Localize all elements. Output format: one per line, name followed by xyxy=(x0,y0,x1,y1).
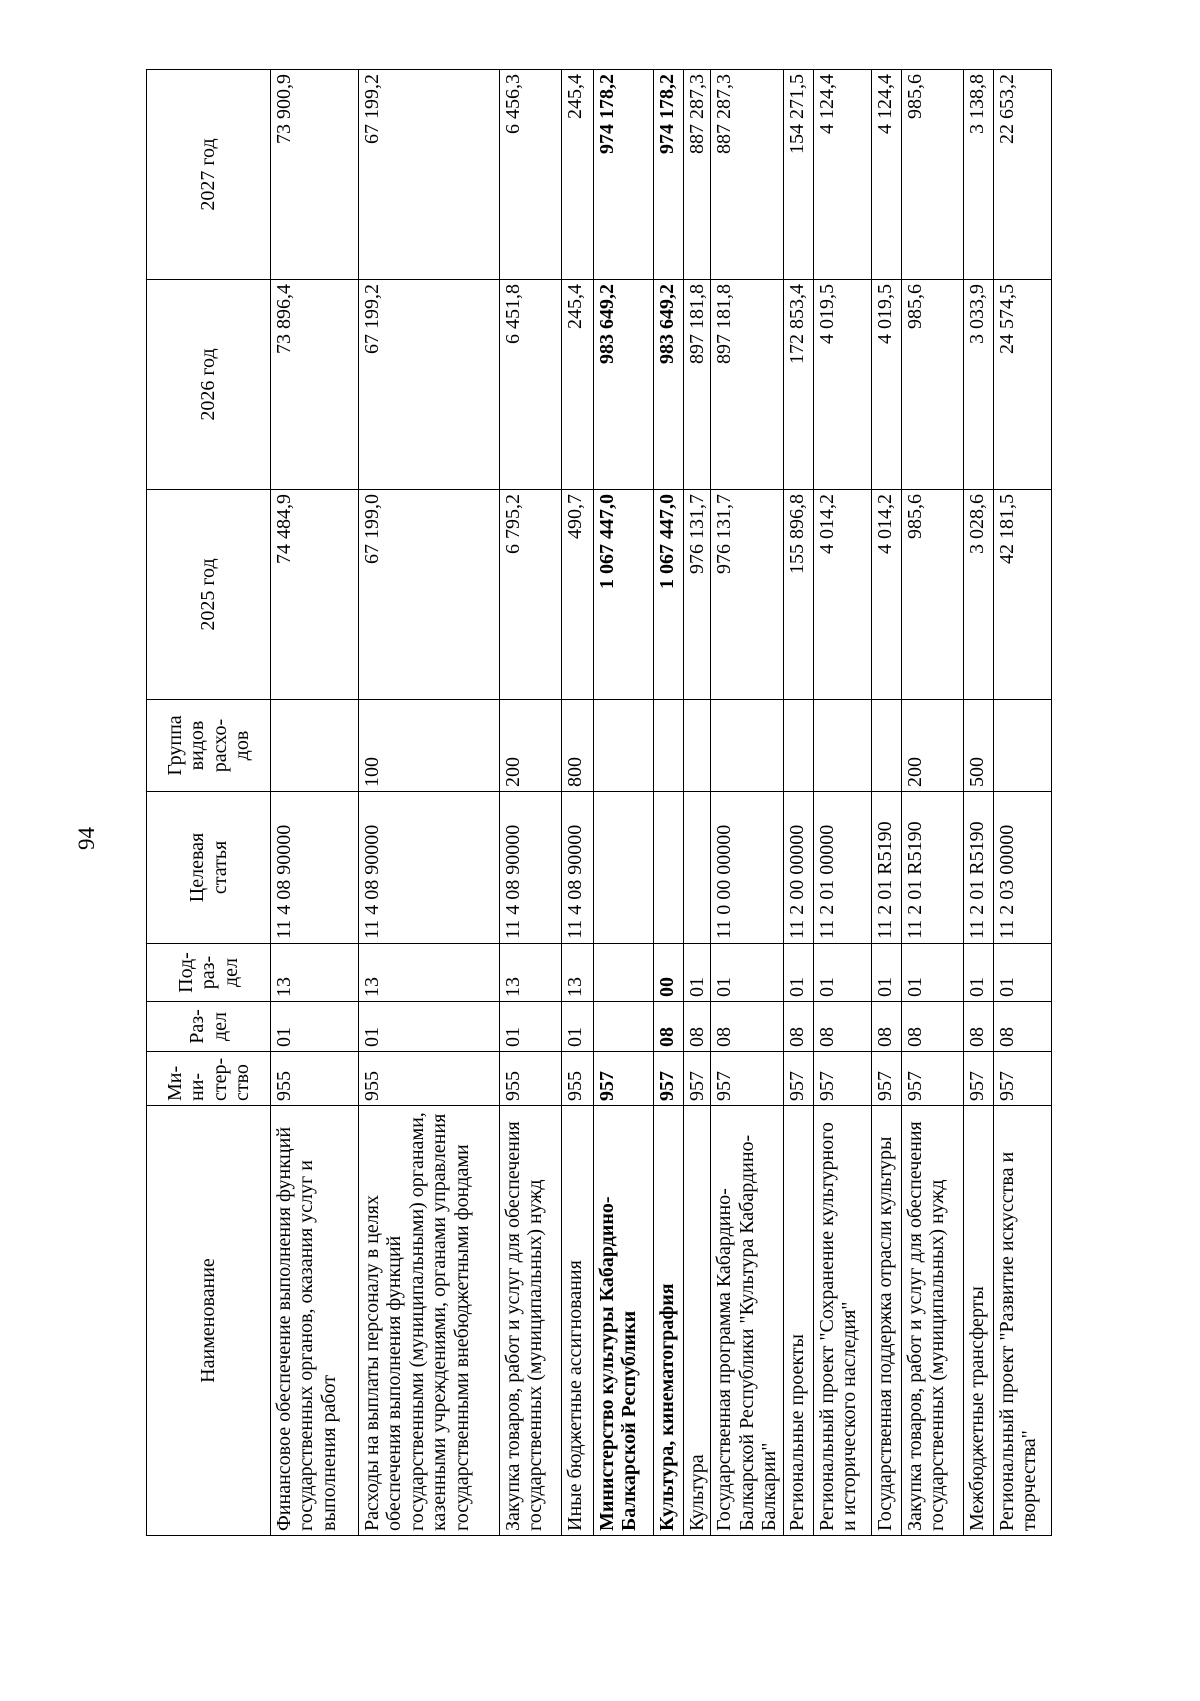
cell-2025: 1 067 447,0 xyxy=(654,490,684,700)
cell-2026: 73 896,4 xyxy=(271,280,359,490)
cell-2027: 6 456,3 xyxy=(500,70,562,280)
cell-subsection: 01 xyxy=(711,944,783,1002)
cell-2026: 4 019,5 xyxy=(871,280,901,490)
cell-ministry: 955 xyxy=(359,1052,500,1106)
cell-ministry: 957 xyxy=(684,1052,711,1106)
cell-name: Региональный проект "Сохранение культурного и исторического наследия" xyxy=(813,1106,871,1536)
table-row xyxy=(562,70,594,1536)
cell-2026: 983 649,2 xyxy=(654,280,684,490)
cell-group xyxy=(711,700,783,792)
cell-target: 11 4 08 90000 xyxy=(271,792,359,944)
cell-target xyxy=(684,792,711,944)
cell-subsection: 13 xyxy=(271,944,359,1002)
cell-2026: 245,4 xyxy=(562,280,594,490)
cell-section: 08 xyxy=(871,1002,901,1052)
cell-2025: 74 484,9 xyxy=(271,490,359,700)
table-row xyxy=(871,70,901,1536)
cell-target: 11 0 00 00000 xyxy=(711,792,783,944)
cell-target: 11 2 01 00000 xyxy=(813,792,871,944)
cell-group xyxy=(871,700,901,792)
cell-subsection: 01 xyxy=(684,944,711,1002)
cell-2025: 490,7 xyxy=(562,490,594,700)
cell-section: 08 xyxy=(813,1002,871,1052)
cell-2025: 1 067 447,0 xyxy=(594,490,654,700)
cell-name: Культура xyxy=(684,1106,711,1536)
cell-section: 01 xyxy=(271,1002,359,1052)
cell-name: Государственная поддержка отрасли культуры xyxy=(871,1106,901,1536)
cell-2027: 73 900,9 xyxy=(271,70,359,280)
cell-2026: 4 019,5 xyxy=(813,280,871,490)
cell-ministry: 955 xyxy=(500,1052,562,1106)
cell-subsection: 01 xyxy=(963,944,993,1002)
cell-group xyxy=(783,700,813,792)
cell-2027: 974 178,2 xyxy=(594,70,654,280)
table-row xyxy=(271,70,359,1536)
cell-target: 11 2 03 00000 xyxy=(993,792,1051,944)
cell-target: 11 4 08 90000 xyxy=(562,792,594,944)
cell-2027: 974 178,2 xyxy=(654,70,684,280)
cell-group xyxy=(813,700,871,792)
cell-2025: 985,6 xyxy=(901,490,963,700)
cell-2027: 245,4 xyxy=(562,70,594,280)
cell-ministry: 957 xyxy=(993,1052,1051,1106)
cell-ministry: 957 xyxy=(711,1052,783,1106)
cell-group: 500 xyxy=(963,700,993,792)
cell-name: Региональный проект "Развитие искусства и творчества" xyxy=(993,1106,1051,1536)
cell-target xyxy=(594,792,654,944)
cell-name: Межбюджетные трансферты xyxy=(963,1106,993,1536)
header-subsection: Под- раз- дел xyxy=(147,944,271,1002)
cell-2026: 172 853,4 xyxy=(783,280,813,490)
table-row xyxy=(359,70,500,1536)
cell-ministry: 957 xyxy=(594,1052,654,1106)
cell-2026: 6 451,8 xyxy=(500,280,562,490)
cell-section: 08 xyxy=(783,1002,813,1052)
cell-2025: 4 014,2 xyxy=(813,490,871,700)
cell-2026: 985,6 xyxy=(901,280,963,490)
cell-subsection: 01 xyxy=(783,944,813,1002)
header-expense-group: Группа видов расхо- дов xyxy=(147,700,271,792)
table-row xyxy=(684,70,711,1536)
cell-group: 200 xyxy=(901,700,963,792)
cell-subsection: 01 xyxy=(901,944,963,1002)
cell-subsection: 13 xyxy=(359,944,500,1002)
cell-2025: 4 014,2 xyxy=(871,490,901,700)
cell-section: 01 xyxy=(500,1002,562,1052)
cell-section: 08 xyxy=(684,1002,711,1052)
cell-2025: 155 896,8 xyxy=(783,490,813,700)
cell-target: 11 2 01 R5190 xyxy=(963,792,993,944)
cell-2025: 3 028,6 xyxy=(963,490,993,700)
cell-group: 200 xyxy=(500,700,562,792)
table-row xyxy=(813,70,871,1536)
cell-group xyxy=(684,700,711,792)
rotated-table-container xyxy=(146,70,1060,1536)
header-target: Целевая статья xyxy=(147,792,271,944)
cell-section: 01 xyxy=(359,1002,500,1052)
cell-ministry: 957 xyxy=(901,1052,963,1106)
cell-2027: 154 271,5 xyxy=(783,70,813,280)
cell-group xyxy=(654,700,684,792)
cell-target: 11 4 08 90000 xyxy=(359,792,500,944)
cell-target: 11 4 08 90000 xyxy=(500,792,562,944)
cell-target: 11 2 00 00000 xyxy=(783,792,813,944)
header-2026: 2026 год xyxy=(147,280,271,490)
header-ministry: Ми- ни- стер- ство xyxy=(147,1052,271,1106)
cell-2026: 983 649,2 xyxy=(594,280,654,490)
header-row xyxy=(147,70,271,1536)
cell-section xyxy=(594,1002,654,1052)
cell-section: 08 xyxy=(711,1002,783,1052)
cell-2026: 24 574,5 xyxy=(993,280,1051,490)
cell-2027: 887 287,3 xyxy=(711,70,783,280)
cell-2027: 4 124,4 xyxy=(813,70,871,280)
cell-subsection: 01 xyxy=(871,944,901,1002)
cell-subsection: 13 xyxy=(500,944,562,1002)
cell-name: Закупка товаров, работ и услуг для обеспечения государственных (муниципальных) нужд xyxy=(500,1106,562,1536)
cell-name: Иные бюджетные ассигнования xyxy=(562,1106,594,1536)
table-row xyxy=(993,70,1051,1536)
cell-2026: 897 181,8 xyxy=(684,280,711,490)
table-row xyxy=(654,70,684,1536)
cell-2027: 3 138,8 xyxy=(963,70,993,280)
cell-group: 800 xyxy=(562,700,594,792)
cell-subsection xyxy=(594,944,654,1002)
cell-ministry: 957 xyxy=(654,1052,684,1106)
table-row xyxy=(783,70,813,1536)
cell-2027: 887 287,3 xyxy=(684,70,711,280)
cell-name: Расходы на выплаты персоналу в целях обеспечения выполнения функций государственными (муниципальными) органами, казенными учреждениями, органами управления государственными внебюджетными фондами xyxy=(359,1106,500,1536)
cell-2025: 976 131,7 xyxy=(684,490,711,700)
cell-name: Государственная программа Кабардино-Балкарской Республики "Культура Кабардино-Балкарии" xyxy=(711,1106,783,1536)
cell-group xyxy=(271,700,359,792)
table-row xyxy=(711,70,783,1536)
header-2025: 2025 год xyxy=(147,490,271,700)
cell-group xyxy=(594,700,654,792)
budget-table xyxy=(146,69,1052,1536)
cell-2026: 897 181,8 xyxy=(711,280,783,490)
cell-name: Региональные проекты xyxy=(783,1106,813,1536)
cell-ministry: 955 xyxy=(271,1052,359,1106)
cell-2027: 67 199,2 xyxy=(359,70,500,280)
cell-ministry: 955 xyxy=(562,1052,594,1106)
cell-group: 100 xyxy=(359,700,500,792)
cell-2025: 6 795,2 xyxy=(500,490,562,700)
cell-2026: 67 199,2 xyxy=(359,280,500,490)
cell-target: 11 2 01 R5190 xyxy=(871,792,901,944)
cell-2025: 67 199,0 xyxy=(359,490,500,700)
cell-section: 08 xyxy=(654,1002,684,1052)
cell-ministry: 957 xyxy=(783,1052,813,1106)
cell-subsection: 00 xyxy=(654,944,684,1002)
cell-subsection: 01 xyxy=(813,944,871,1002)
table-row xyxy=(901,70,963,1536)
cell-2025: 42 181,5 xyxy=(993,490,1051,700)
cell-2027: 985,6 xyxy=(901,70,963,280)
page-number: 94 xyxy=(74,827,99,850)
table-row xyxy=(594,70,654,1536)
cell-target: 11 2 01 R5190 xyxy=(901,792,963,944)
header-name: Наименование xyxy=(147,1106,271,1536)
cell-subsection: 13 xyxy=(562,944,594,1002)
cell-2027: 22 653,2 xyxy=(993,70,1051,280)
cell-section: 08 xyxy=(901,1002,963,1052)
cell-name: Закупка товаров, работ и услуг для обеспечения государственных (муниципальных) нужд xyxy=(901,1106,963,1536)
table-row xyxy=(963,70,993,1536)
cell-section: 08 xyxy=(963,1002,993,1052)
cell-group xyxy=(993,700,1051,792)
cell-2027: 4 124,4 xyxy=(871,70,901,280)
header-section: Раз- дел xyxy=(147,1002,271,1052)
cell-ministry: 957 xyxy=(871,1052,901,1106)
cell-name: Министерство культуры Кабардино-Балкарской Республики xyxy=(594,1106,654,1536)
cell-section: 08 xyxy=(993,1002,1051,1052)
cell-ministry: 957 xyxy=(813,1052,871,1106)
cell-ministry: 957 xyxy=(963,1052,993,1106)
cell-name: Финансовое обеспечение выполнения функций государственных органов, оказания услуг и выполнения работ xyxy=(271,1106,359,1536)
cell-section: 01 xyxy=(562,1002,594,1052)
cell-2026: 3 033,9 xyxy=(963,280,993,490)
cell-subsection: 01 xyxy=(993,944,1051,1002)
header-2027: 2027 год xyxy=(147,70,271,280)
table-row xyxy=(500,70,562,1536)
cell-2025: 976 131,7 xyxy=(711,490,783,700)
cell-name: Культура, кинематография xyxy=(654,1106,684,1536)
cell-target xyxy=(654,792,684,944)
